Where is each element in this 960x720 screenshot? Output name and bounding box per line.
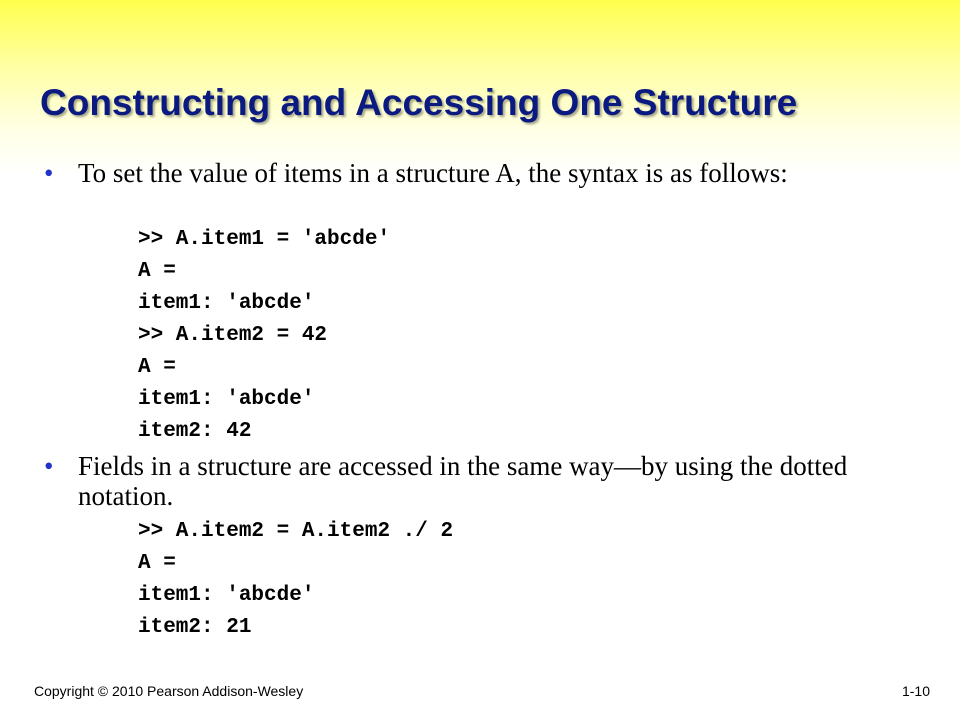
- code-line: >> A.item1 = 'abcde': [138, 228, 391, 251]
- footer-page-number: 1-10: [901, 683, 930, 699]
- code-line: >> A.item2 = 42: [138, 324, 328, 347]
- footer-copyright: Copyright © 2010 Pearson Addison-Wesley: [34, 683, 304, 699]
- code-line: A =: [138, 260, 176, 283]
- code-line: item2: 42: [138, 420, 252, 443]
- bullet-marker: •: [44, 451, 54, 481]
- code-line: item1: 'abcde': [138, 388, 315, 411]
- code-line: item1: 'abcde': [138, 584, 315, 607]
- bullet-marker: •: [44, 158, 54, 188]
- bullet-item-2: [44, 451, 914, 511]
- code-line: item1: 'abcde': [138, 292, 315, 315]
- bullet-text: To set the value of items in a structure A, the syntax is as follows:: [78, 158, 788, 188]
- slide-title: Constructing and Accessing One Structure: [40, 82, 798, 123]
- code-line: A =: [138, 356, 176, 379]
- code-line: A =: [138, 552, 176, 575]
- bullet-item-1: [44, 158, 914, 188]
- bullet-text: Fields in a structure are accessed in the same way—by using the dotted notation.: [78, 451, 848, 511]
- code-line: item2: 21: [138, 616, 252, 639]
- code-line: >> A.item2 = A.item2 ./ 2: [138, 520, 454, 543]
